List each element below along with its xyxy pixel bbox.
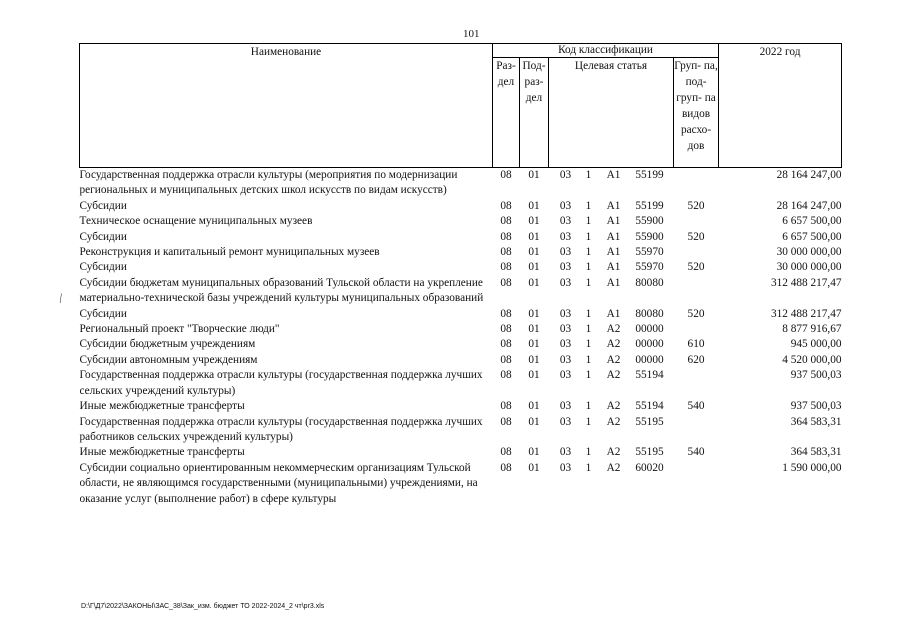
target-article-part: 55194 [635,369,664,382]
file-path-footer: D:\Г\Д7\2022\ЗАКОНЫ\ЗАС_38\Зак_изм. бюджет ТО 2022-2024_2 чт\pr3.xls [81,603,325,610]
row-podrazdel: 01 [528,307,540,320]
target-article-part: A2 [606,353,621,366]
row-podrazdel: 01 [528,230,540,243]
row-target-article [549,322,674,337]
table-row [80,322,842,337]
target-article-part: 03 [559,353,572,366]
table-body [80,168,842,507]
target-article-part: 55970 [635,261,664,274]
table-row [80,399,842,414]
row-target-article [549,168,674,199]
row-amount: 937 500,03 [790,400,842,413]
row-target-article [549,368,674,399]
row-podrazdel: 01 [528,369,540,382]
row-expense-group: 620 [687,353,705,366]
target-article-part: A2 [606,369,621,382]
row-target-article [549,230,674,245]
table-row [80,353,842,368]
target-article-part: 03 [559,461,572,474]
row-target-article [549,445,674,460]
row-name: Субсидии бюджетам муниципальных образований Тульской области на укрепление материально-технической базы учреждений культуры муниципальных образований [79,276,484,305]
row-amount: 364 583,31 [790,415,842,428]
row-expense-group: 520 [687,261,705,274]
row-amount: 6 657 500,00 [782,215,842,228]
target-article-part: 03 [559,338,572,351]
row-razdel: 08 [500,461,512,474]
table-row [80,415,842,446]
row-expense-group [674,322,719,337]
row-amount: 6 657 500,00 [782,230,842,243]
target-article-part: A1 [606,261,621,274]
row-name: Региональный проект "Творческие люди" [79,323,280,336]
target-article-part: 1 [585,400,592,413]
target-article-part: A2 [606,461,621,474]
target-article-part: 55900 [635,215,664,228]
row-name: Техническое оснащение муниципальных музеев [79,215,313,228]
target-article-part: 03 [559,169,572,181]
row-target-article [549,353,674,368]
row-podrazdel: 01 [528,215,540,228]
row-razdel: 08 [500,169,512,181]
target-article-part: 1 [585,446,592,459]
target-article-part: A2 [606,400,621,413]
target-article-part: 1 [585,199,592,212]
row-amount: 30 000 000,00 [776,261,842,274]
row-expense-group: 520 [687,230,705,243]
row-expense-group [674,245,719,260]
target-article-part: 1 [585,323,592,336]
row-razdel: 08 [500,246,512,259]
table-row [80,168,842,199]
target-article-part: 1 [585,461,592,474]
row-expense-group: 520 [687,307,705,320]
header-expense-group: Груп- па, под- груп- па видов расхо- дов [674,58,719,168]
row-name: Субсидии социально ориентированным некоммерческим организациям Тульской области, не являющимся государственными (муниципальными) учреждениями, на оказание услуг (выполнение работ) в сфере культуры [79,461,478,505]
row-razdel: 08 [500,215,512,228]
row-razdel: 08 [500,230,512,243]
row-target-article [549,399,674,414]
row-name: Иные межбюджетные трансферты [79,446,245,459]
target-article-part: A1 [606,230,621,243]
row-amount: 312 488 217,47 [770,307,842,320]
row-target-article [549,199,674,214]
target-article-part: 55199 [635,169,664,181]
row-amount: 364 583,31 [790,446,842,459]
row-name: Реконструкция и капитальный ремонт муниципальных музеев [79,246,380,259]
target-article-part: 55970 [635,246,664,259]
table-row [80,199,842,214]
table-row [80,276,842,307]
row-name: Государственная поддержка отрасли культуры (государственная поддержка лучших сельских учреждений культуры) [79,369,483,397]
row-expense-group [674,214,719,229]
row-razdel: 08 [500,369,512,382]
target-article-part: 00000 [635,323,664,336]
target-article-part: 03 [559,261,572,274]
table-row [80,230,842,245]
table-row [80,368,842,399]
row-razdel: 08 [500,261,512,274]
row-podrazdel: 01 [528,353,540,366]
row-expense-group: 540 [687,446,705,459]
target-article-part: 00000 [635,338,664,351]
row-amount: 28 164 247,00 [776,169,842,181]
target-article-part: 1 [585,215,592,228]
target-article-part: 1 [585,353,592,366]
target-article-part: 03 [559,307,572,320]
row-podrazdel: 01 [528,415,540,428]
row-target-article [549,307,674,322]
target-article-part: 1 [585,415,592,428]
row-expense-group: 520 [687,199,705,212]
row-amount: 4 520 000,00 [782,353,842,366]
table-row [80,307,842,322]
target-article-part: 1 [585,276,592,289]
row-target-article [549,260,674,275]
table-row [80,260,842,275]
row-target-article [549,214,674,229]
header-razdel: Раз- дел [493,58,520,168]
target-article-part: 55195 [635,446,664,459]
row-target-article [549,415,674,446]
row-amount: 945 000,00 [790,338,842,351]
row-target-article [549,461,674,507]
target-article-part: A2 [606,338,621,351]
target-article-part: 03 [559,369,572,382]
row-podrazdel: 01 [528,261,540,274]
row-amount: 312 488 217,47 [770,276,842,289]
target-article-part: 03 [559,323,572,336]
target-article-part: 00000 [635,353,664,366]
row-name: Иные межбюджетные трансферты [79,400,245,413]
row-expense-group [674,415,719,446]
row-podrazdel: 01 [528,400,540,413]
row-expense-group [674,276,719,307]
row-name: Субсидии [79,199,127,212]
row-amount: 28 164 247,00 [776,199,842,212]
target-article-part: 55195 [635,415,664,428]
table-row [80,214,842,229]
row-razdel: 08 [500,353,512,366]
target-article-part: A1 [606,199,621,212]
target-article-part: 03 [559,199,572,212]
row-razdel: 08 [500,199,512,212]
target-article-part: 03 [559,415,572,428]
target-article-part: 1 [585,230,592,243]
row-podrazdel: 01 [528,461,540,474]
row-expense-group [674,368,719,399]
row-podrazdel: 01 [528,323,540,336]
row-amount: 937 500,03 [790,369,842,382]
target-article-part: A1 [606,169,621,181]
row-podrazdel: 01 [528,338,540,351]
target-article-part: 55194 [635,400,664,413]
row-name: Субсидии [79,307,127,320]
target-article-part: 1 [585,246,592,259]
target-article-part: 1 [585,338,592,351]
row-amount: 1 590 000,00 [782,461,842,474]
row-podrazdel: 01 [528,276,540,289]
target-article-part: A1 [606,307,621,320]
table-row [80,445,842,460]
target-article-part: A2 [606,323,621,336]
row-razdel: 08 [500,338,512,351]
row-podrazdel: 01 [528,446,540,459]
row-razdel: 08 [500,415,512,428]
header-target-article: Целевая статья [549,58,674,168]
row-expense-group: 610 [687,338,705,351]
target-article-part: 03 [559,276,572,289]
row-podrazdel: 01 [528,169,540,181]
target-article-part: 03 [559,230,572,243]
page-number: 101 [463,28,480,40]
target-article-part: 80080 [635,276,664,289]
row-target-article [549,245,674,260]
budget-table [79,43,842,507]
table-row [80,245,842,260]
row-expense-group [674,168,719,199]
target-article-part: 80080 [635,307,664,320]
target-article-part: 55900 [635,230,664,243]
row-amount: 30 000 000,00 [776,246,842,259]
row-podrazdel: 01 [528,246,540,259]
row-name: Государственная поддержка отрасли культуры (мероприятия по модернизации региональных и муниципальных детских школ искусств по видам искусств) [79,169,458,197]
row-target-article [549,337,674,352]
target-article-part: 03 [559,446,572,459]
target-article-part: 1 [585,261,592,274]
target-article-part: 03 [559,246,572,259]
header-year: 2022 год [719,44,842,168]
row-razdel: 08 [500,307,512,320]
target-article-part: A2 [606,415,621,428]
row-expense-group: 540 [687,400,705,413]
target-article-part: 1 [585,307,592,320]
header-classification-code: Код классификации [493,44,719,58]
target-article-part: A2 [606,446,621,459]
row-target-article [549,276,674,307]
row-name: Субсидии автономным учреждениям [79,353,258,366]
target-article-part: A1 [606,215,621,228]
row-razdel: 08 [500,323,512,336]
row-podrazdel: 01 [528,199,540,212]
row-amount: 8 877 916,67 [782,323,842,336]
row-name: Субсидии [79,230,127,243]
row-name: Государственная поддержка отрасли культуры (государственная поддержка лучших работников сельских учреждений культуры) [79,415,483,443]
target-article-part: 1 [585,169,592,181]
table-row [80,337,842,352]
header-podrazdel: Под- раз- дел [520,58,549,168]
target-article-part: 1 [585,369,592,382]
target-article-part: 03 [559,400,572,413]
row-expense-group [674,461,719,507]
target-article-part: A1 [606,276,621,289]
target-article-part: 55199 [635,199,664,212]
margin-pen-mark: ⁄ [56,291,65,305]
target-article-part: 03 [559,215,572,228]
row-name: Субсидии бюджетным учреждениям [79,338,256,351]
target-article-part: A1 [606,246,621,259]
row-razdel: 08 [500,400,512,413]
row-razdel: 08 [500,276,512,289]
header-name: Наименование [80,44,493,168]
row-name: Субсидии [79,261,127,274]
target-article-part: 60020 [635,461,664,474]
row-razdel: 08 [500,446,512,459]
table-row [80,461,842,507]
